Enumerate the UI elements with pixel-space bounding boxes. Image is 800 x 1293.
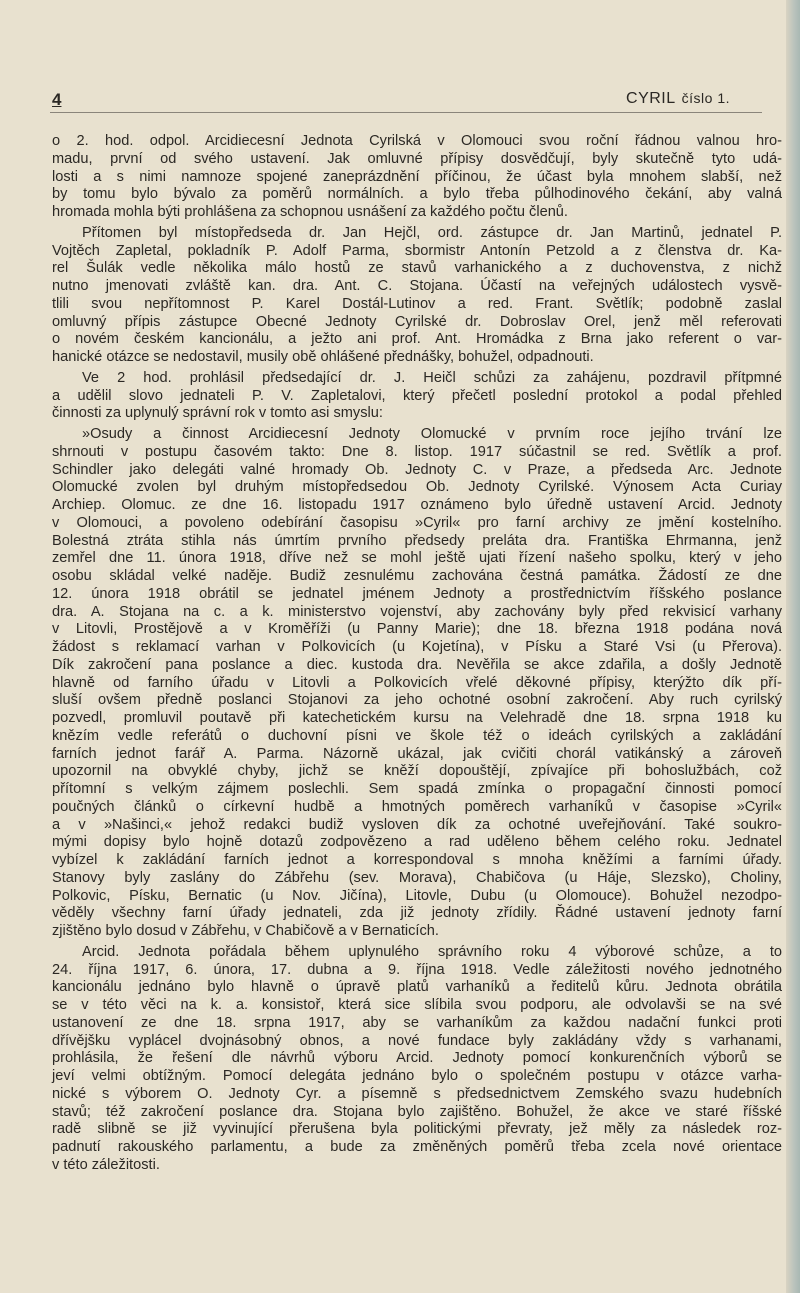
- text-line: stavů; též zakročení poslance dra. Stojana bylo zajištěno. Bohužel, že akce ve staré říšské: [52, 1103, 782, 1120]
- journal-name: CYRIL: [626, 90, 676, 107]
- text-line: věděly všechny farní úřady jednateli, zda již jednoty zřídily. Řádné ustavení jednoty farní: [52, 905, 782, 922]
- article-body: [52, 133, 782, 1175]
- text-line: Polkovic, Písku, Bernatic (u Nov. Jičína), Litovle, Dubu (u Olomouce). Bohužel nezodpo-: [52, 887, 782, 904]
- text-line: a v »Našinci,« jehož redakci budiž vysloven dík za ochotné uveřejňování. Také soukro-: [52, 816, 782, 833]
- text-line: nické s výborem O. Jednoty Cyr. a písemně s předsednictvem Zemského svazu hudebních: [52, 1085, 782, 1102]
- text-line: ustanovení ze dne 18. srpna 1917, aby se varhaníkům za každou nadační funkci proti: [52, 1014, 782, 1031]
- text-line: Přítomen byl místopředseda dr. Jan Hejčl, ord. zástupce dr. Jan Martinů, jednatel P.: [82, 224, 782, 241]
- text-line: Arcid. Jednota pořádala během uplynulého správního roku 4 výborové schůze, a to: [82, 943, 782, 960]
- text-line: tlili svou nepřítomnost P. Karel Dostál-Lutinov a red. Frant. Světlík; podobně zaslal: [52, 295, 782, 312]
- text-line: Ve 2 hod. prohlásil předsedající dr. J. Heičl schůzi za zahájenu, pozdravil přítpmné: [82, 369, 782, 386]
- text-line: o novém českém kancionálu, a ježto ani prof. Ant. Hromádka z Brna jako referent o var-: [52, 331, 782, 348]
- page-header: [50, 88, 762, 113]
- page-number: 4: [52, 90, 62, 109]
- paragraph: [52, 426, 782, 941]
- text-line: zemřel dne 11. února 1918, dříve než se mohl ještě ujati řízení našeho spolku, který v jeho: [52, 550, 782, 567]
- text-line: dra. A. Stojana na c. a k. ministerstvo vojenství, aby zachovány byly před rekvisicí varhany: [52, 603, 782, 620]
- text-line: v této záležitosti.: [52, 1156, 160, 1173]
- text-line: Archiep. Olomuc. ze dne 16. listopadu 1917 oznámeno bylo úředně ustavení Arcid. Jednoty: [52, 497, 782, 513]
- text-line: žádost s reklamací varhan v Polkovicích (u Kojetína), v Písku a Staré Vsi (u Přerova).: [52, 639, 782, 655]
- text-line: padnutí rakouského parlamentu, a bude za změněných poměrů třeba zcela nové orientace: [52, 1139, 782, 1155]
- text-line: Vojtěch Zapletal, pokladník P. Adolf Parma, sbormistr Antonín Petzold a z členstva dr. Ka-: [52, 242, 782, 259]
- text-line: hlavně od farního úřadu v Litovli a Polkovicích vřelé děkovné přípisy, kterýžto dík pří-: [52, 674, 782, 691]
- text-line: jeví velmi obtížným. Pomocí delegáta jednáno bylo o společném postupu v otázce varha-: [52, 1068, 782, 1084]
- text-line: hromada mohla býti prohlášena za schopnou usnášení za každého počtu členů.: [52, 204, 568, 220]
- text-line: Dík zakročení pana poslance a diec. kustoda dra. Nevěřila se akce zdařila, a došly Jednotě: [52, 656, 782, 673]
- text-line: nutno jmenovati zvláště kan. dra. Ant. C. Stojana. Účastí na veřejných událostech vysvě-: [52, 278, 782, 294]
- text-line: o 2. hod. odpol. Arcidiecesní Jednota Cyrilská v Olomouci svou roční řádnou valnou hro-: [52, 133, 782, 149]
- page-edge: [786, 0, 800, 1293]
- text-line: zjištěno bylo dosud v Zábřehu, v Chabičově a v Bernaticích.: [52, 923, 439, 939]
- text-line: madu, první od svého ustavení. Jak omluvné přípisy dosvědčují, byly skutečně tyto udá-: [52, 150, 782, 167]
- text-line: 12. února 1918 obrátil se jednatel jménem Jednoty a prostřednictvím říšského poslance: [52, 585, 782, 602]
- text-line: v Olomouci, a povoleno odebírání časopisu »Cyril« pro farní archivy ze jmění kostelního.: [52, 514, 782, 531]
- text-line: vybízel k zakládání farních jednot a korrespondoval s mnoha kněžími a farními úřady.: [52, 852, 782, 868]
- paragraph: [52, 225, 782, 367]
- text-line: 24. října 1917, 6. února, 17. dubna a 9. října 1918. Vedle záležitosti nového jednotného: [52, 961, 782, 978]
- text-line: omluvný přípis zástupce Obecné Jednoty Cyrilské dr. Dobroslav Orel, jenž měl referovati: [52, 313, 782, 330]
- text-line: v Litovli, Prostějově a v Kroměříži (u Panny Marie); dne 18. března 1918 podána nová: [52, 621, 782, 638]
- text-line: osobu skládal velké naděje. Budiž zesnulému zachována čestná památka. Žádostí ze dne: [52, 568, 782, 584]
- running-title: [626, 90, 730, 108]
- text-line: by tomu bylo bývalo za poměrů normálních. a bylo třeba půlhodinového čekání, aby valná: [52, 186, 782, 203]
- paragraph: [52, 370, 782, 423]
- text-line: se v této věci na k. a. konsistoř, která sice slíbila svou podporu, ale odvolavši se na své: [52, 997, 782, 1013]
- text-line: hanické otázce se nedostavil, musily obě ohlášené přednášky, bohužel, odpadnouti.: [52, 349, 594, 365]
- text-line: shrnouti v postupu časovém takto: Dne 8. listop. 1917 súčastnil se red. Světlík a prof.: [52, 443, 782, 460]
- text-line: »Osudy a činnost Arcidiecesní Jednoty Olomucké v prvním roce jejího trvání lze: [82, 426, 782, 442]
- text-line: farních jednot farář A. Parma. Názorně ukázal, jak cvičiti chorál vatikánský a zároveň: [52, 745, 782, 762]
- text-line: rel Šulák vedle několika málo hostů ze stavů varhanického a z duchovenstva, z nichž: [52, 260, 782, 277]
- paragraph: [52, 133, 782, 222]
- text-line: mými dopisy bylo hojně dotazů zodpovězeno a rad uděleno během celého roku. Jednatel: [52, 834, 782, 851]
- text-line: losti a s nimi namnoze spojené zaneprázdnění příčinou, že účast byla mnohem slabší, než: [52, 168, 782, 185]
- text-line: Olomucké zvolen byl druhým místopředsedou Ob. Jednoty Cyrilské. Výnosem Acta Curiay: [52, 479, 782, 496]
- text-line: radě slibně se již vyvinující přerušena byla politickými převraty, jež měly za následek roz-: [52, 1121, 782, 1138]
- text-line: poučných článků o církevní hudbě a hmotných poměrech varhaníků v časopise »Cyril«: [52, 798, 782, 815]
- text-line: kancionálu jednáno bylo hlavně o úpravě platů varhaníků a ředitelů kůru. Jednota obrátila: [52, 979, 782, 996]
- text-line: přítomní s velkým zájmem poslechli. Sem spadá zmínka o propagační činnosti pomocí: [52, 781, 782, 797]
- text-line: pozvedl, promluvil poutavě při katechetickém kursu na Velehradě dne 18. srpna 1918 ku: [52, 710, 782, 726]
- text-line: prohlásila, že řešení dle návrhů výboru Arcid. Jednoty pomocí konkurenčních výborů se: [52, 1050, 782, 1067]
- text-line: dřívějšku vyplácel dvojnásobný obnos, a nové fundace byly zakládány vždy s varhanami,: [52, 1032, 782, 1049]
- text-line: Bolestná ztráta stihla nás úmrtím prvního předsedy preláta dra. Františka Ehrmanna, jenž: [52, 532, 782, 549]
- text-line: sluší ovšem předně poslanci Stojanovi za jeho ochotné osobní zakročení. Aby ruch cyrilský: [52, 692, 782, 709]
- text-line: činnosti za uplynulý správní rok v tomto asi smyslu:: [52, 405, 383, 422]
- text-line: upozornil na obvyklé chyby, jichž se kněží dopouštějí, zpívajíce při bohoslužbách, což: [52, 763, 782, 780]
- text-line: Stanovy byly zaslány do Zábřehu (sev. Morava), Chabičova (u Háje, Slezsko), Choliny,: [52, 869, 782, 886]
- issue-number: číslo 1.: [681, 90, 730, 106]
- text-line: Schindler jako delegáti valné hromady Ob. Jednoty C. v Praze, a předseda Arc. Jednote: [52, 461, 782, 478]
- text-line: knězím vedle referátů o duchovní písni ve škole též o ideách cyrilských a zakládání: [52, 727, 782, 744]
- text-line: a udělil slovo jednateli P. V. Zapletalovi, který přečetl poslední protokol a podal přehled: [52, 387, 782, 404]
- paragraph: [52, 944, 782, 1175]
